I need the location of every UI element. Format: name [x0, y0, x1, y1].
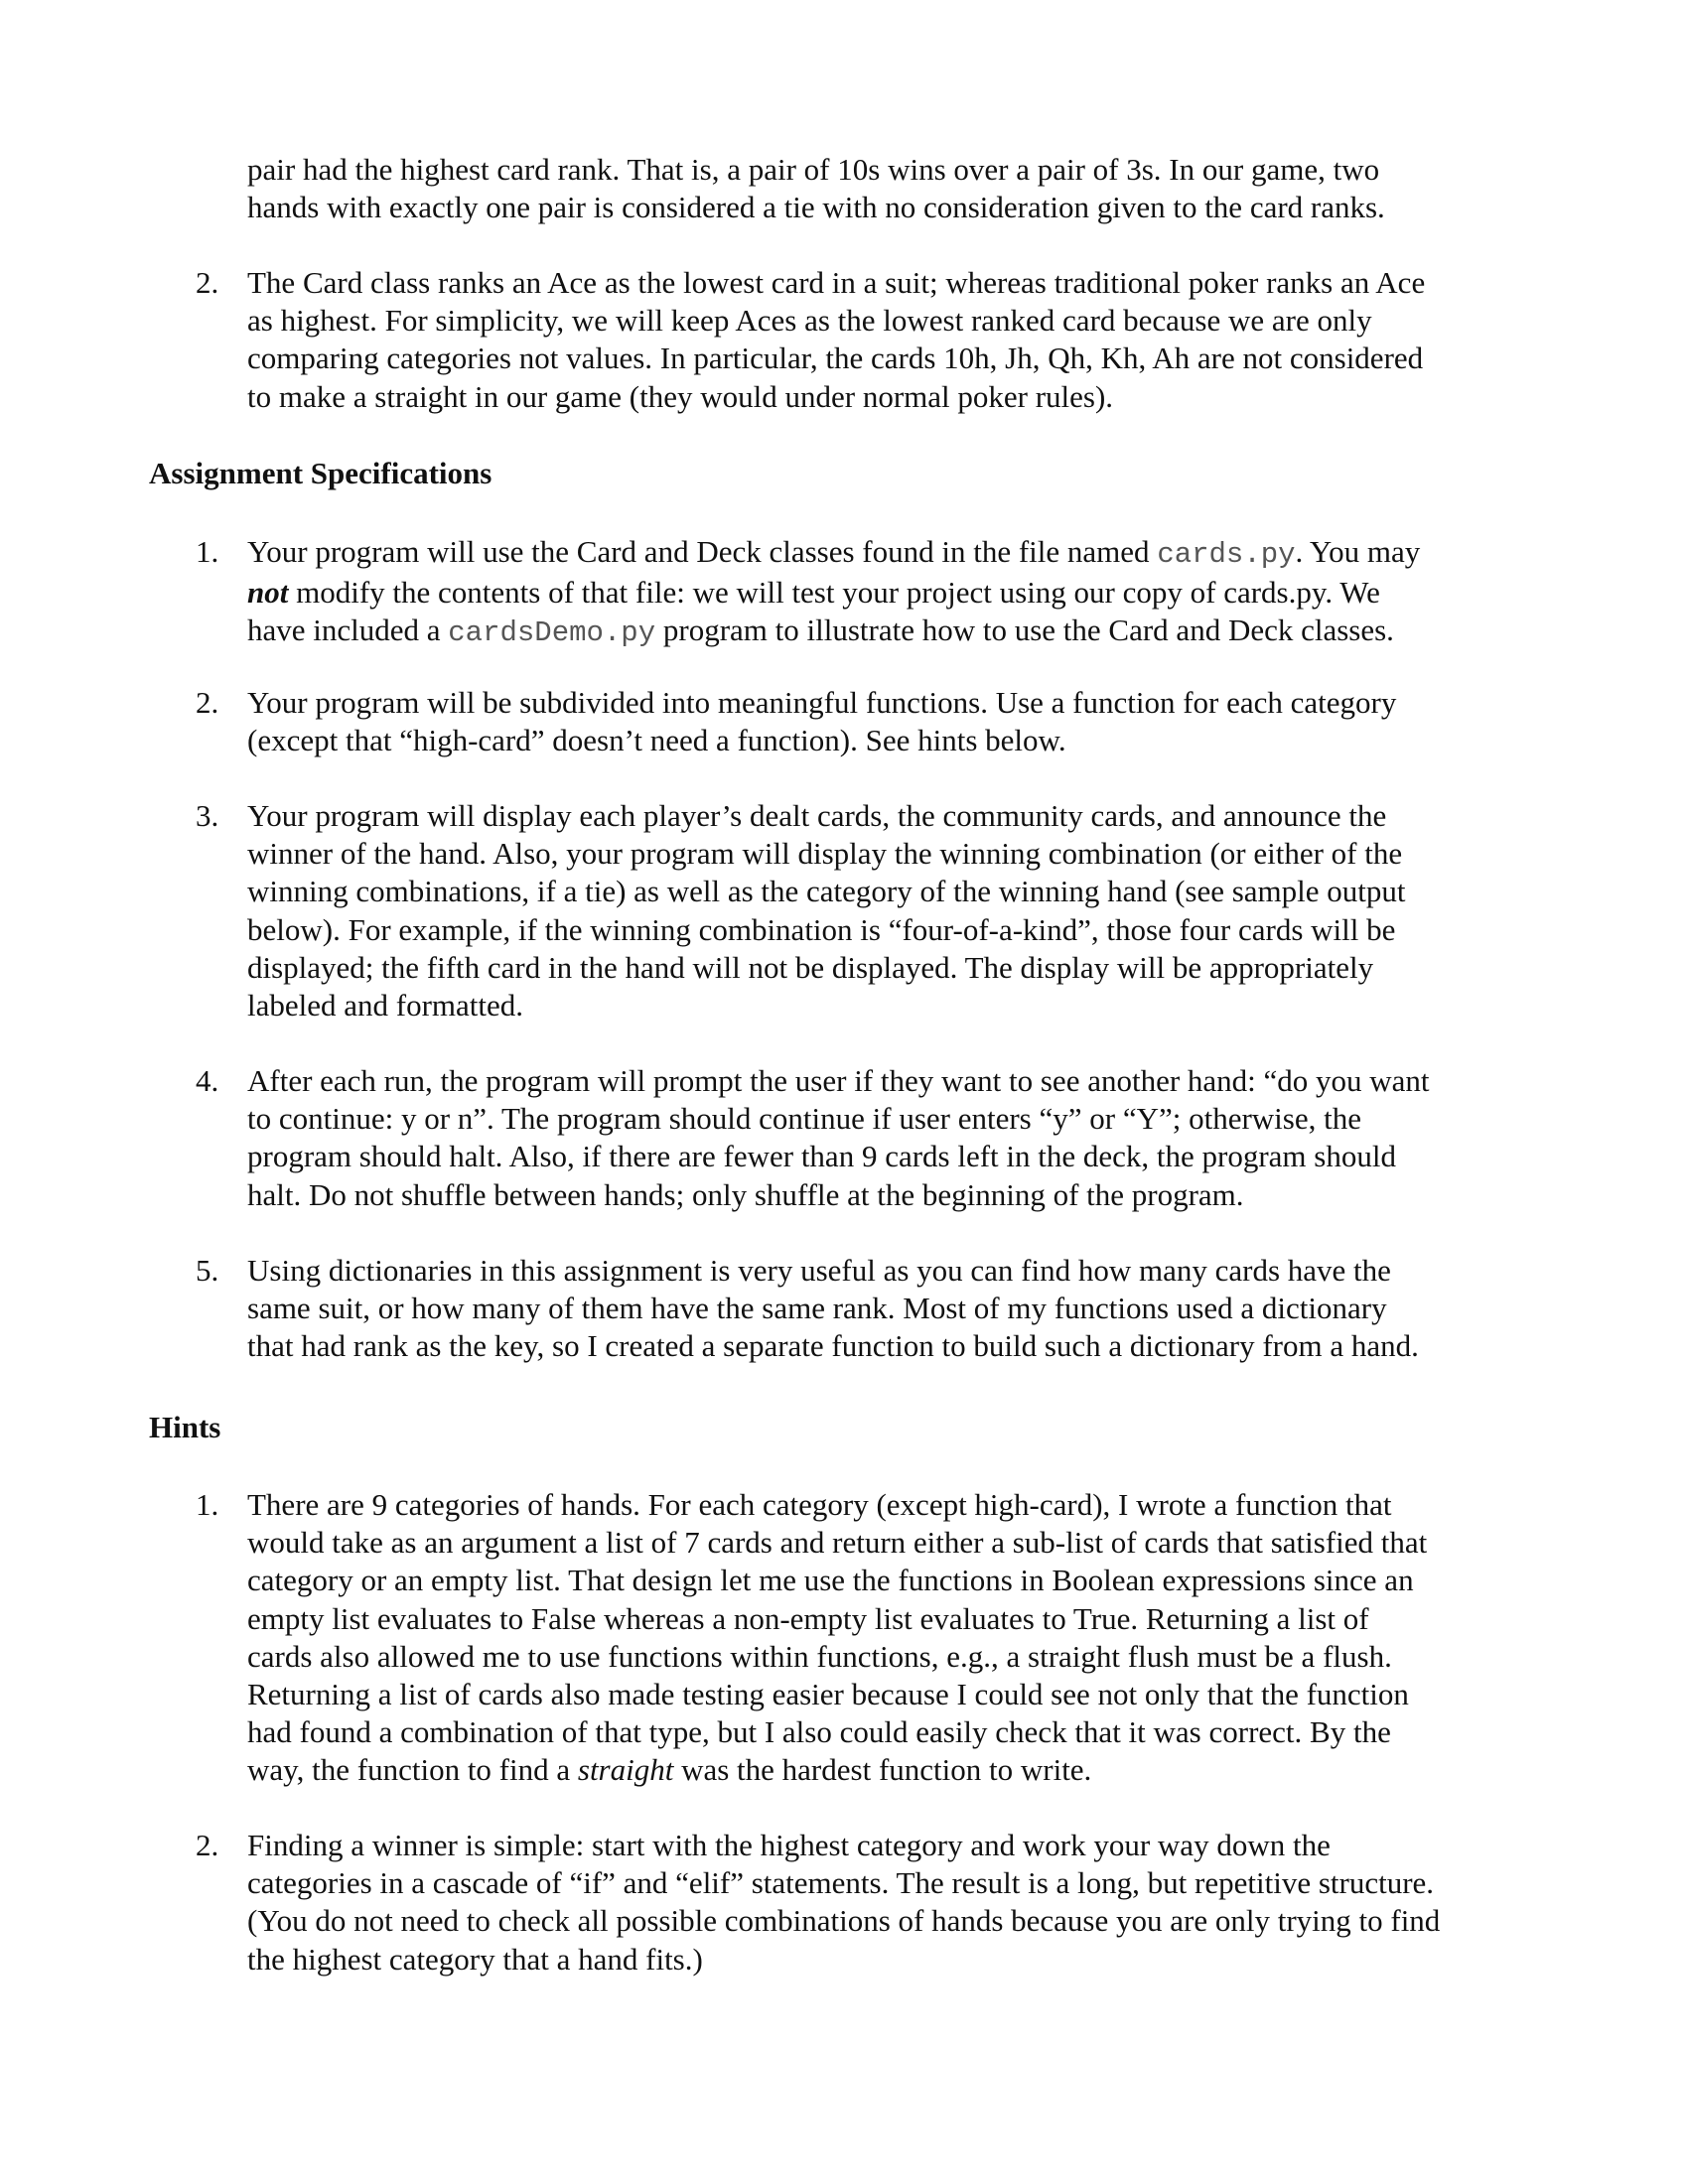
- hint-line: Returning a list of cards also made testing easier because I could see not only that the function: [247, 1677, 1409, 1712]
- intro-line: hands with exactly one pair is considered a tie with no consideration given to the card ranks.: [247, 190, 1385, 225]
- spec-line: After each run, the program will prompt the user if they want to see another hand: “do you want: [247, 1063, 1430, 1098]
- spec-line: below). For example, if the winning combination is “four-of-a-kind”, those four cards will be: [247, 911, 1396, 947]
- note-line: The Card class ranks an Ace as the lowest card in a suit; whereas traditional poker ranks an Ace: [247, 265, 1426, 300]
- spec-item-number: 1.: [196, 534, 219, 569]
- hint-line: empty list evaluates to False whereas a non-empty list evaluates to True. Returning a list of: [247, 1600, 1369, 1636]
- hint-line: the highest category that a hand fits.): [247, 1941, 703, 1977]
- section-heading-specifications: Assignment Specifications: [149, 456, 492, 490]
- spec-line: winning combinations, if a tie) as well as the category of the winning hand (see sample output: [247, 874, 1406, 909]
- spec-line: [247, 533, 1548, 574]
- hint-item-1: [247, 1486, 1548, 1790]
- hint-line: (You do not need to check all possible combinations of hands because you are only trying to find: [247, 1903, 1441, 1939]
- spec-text: . You may: [1295, 534, 1421, 569]
- spec-item-5: [247, 1252, 1548, 1366]
- note-line: comparing categories not values. In particular, the cards 10h, Jh, Qh, Kh, Ah are not considered: [247, 341, 1424, 376]
- spec-line: labeled and formatted.: [247, 988, 524, 1024]
- hint-line: category or an empty list. That design let me use the functions in Boolean expressions since an: [247, 1563, 1414, 1598]
- spec-item-number: 2.: [196, 685, 219, 720]
- emphasis-text: straight: [577, 1752, 674, 1788]
- spec-text: modify the contents of that file: we will test your project using our copy of cards.py. We: [288, 575, 1380, 611]
- spec-item-3: [247, 797, 1548, 1024]
- spec-line: to continue: y or n”. The program should continue if user enters “y” or “Y”; otherwise, the: [247, 1101, 1361, 1137]
- note-line: to make a straight in our game (they would under normal poker rules).: [247, 378, 1114, 414]
- spec-item-number: 5.: [196, 1253, 219, 1288]
- hint-text: was the hardest function to write.: [673, 1752, 1092, 1788]
- spec-item-1: [247, 533, 1548, 653]
- spec-line: halt. Do not shuffle between hands; only shuffle at the beginning of the program.: [247, 1176, 1244, 1212]
- spec-line: winner of the hand. Also, your program will display the winning combination (or either of the: [247, 836, 1403, 872]
- note-line: as highest. For simplicity, we will keep Aces as the lowest ranked card because we are only: [247, 303, 1372, 339]
- spec-line: [247, 574, 1548, 612]
- section-heading-hints: Hints: [149, 1410, 221, 1444]
- hint-item-number: 1.: [196, 1487, 219, 1522]
- spec-item-2: [247, 684, 1548, 759]
- spec-line: that had rank as the key, so I created a separate function to build such a dictionary from a hand.: [247, 1328, 1419, 1364]
- spec-line: [247, 612, 1548, 652]
- hint-line: cards also allowed me to use functions within functions, e.g., a straight flush must be a flush.: [247, 1638, 1392, 1674]
- spec-line: (except that “high-card” doesn’t need a function). See hints below.: [247, 723, 1066, 758]
- hint-text: way, the function to find a: [247, 1752, 578, 1788]
- note-item-2: [247, 264, 1548, 416]
- spec-line: displayed; the fifth card in the hand will not be displayed. The display will be appropriately: [247, 949, 1374, 985]
- spec-line: program should halt. Also, if there are fewer than 9 cards left in the deck, the program should: [247, 1139, 1396, 1174]
- spec-line: Your program will be subdivided into meaningful functions. Use a function for each category: [247, 685, 1397, 720]
- hint-line: Finding a winner is simple: start with the highest category and work your way down the: [247, 1828, 1331, 1862]
- spec-text: program to illustrate how to use the Card and Deck classes.: [655, 613, 1394, 648]
- hint-line: had found a combination of that type, but I also could easily check that it was correct. By the: [247, 1714, 1391, 1750]
- spec-text: Your program will use the Card and Deck classes found in the file named: [247, 534, 1158, 569]
- spec-line: Using dictionaries in this assignment is very useful as you can find how many cards have the: [247, 1253, 1391, 1288]
- spec-item-4: [247, 1062, 1548, 1214]
- hint-item-2: [247, 1827, 1548, 1979]
- hint-line: [247, 1751, 1548, 1789]
- spec-line: same suit, or how many of them have the same rank. Most of my functions used a dictionary: [247, 1291, 1387, 1326]
- hint-line: would take as an argument a list of 7 cards and return either a sub-list of cards that satisfied that: [247, 1525, 1428, 1561]
- note-item-number: 2.: [196, 265, 219, 300]
- intro-line: pair had the highest card rank. That is, a pair of 10s wins over a pair of 3s. In our game, two: [247, 152, 1380, 187]
- code-filename: cards.py: [1157, 538, 1296, 571]
- code-filename: cardsDemo.py: [448, 616, 656, 650]
- intro-paragraph: [247, 151, 1548, 226]
- hint-line: There are 9 categories of hands. For each category (except high-card), I wrote a function that: [247, 1487, 1392, 1522]
- spec-item-number: 3.: [196, 798, 219, 833]
- spec-line: Your program will display each player’s dealt cards, the community cards, and announce the: [247, 798, 1387, 833]
- emphasis-text: not: [247, 575, 289, 611]
- spec-item-number: 4.: [196, 1063, 219, 1098]
- hint-line: categories in a cascade of “if” and “elif” statements. The result is a long, but repetitive structure.: [247, 1865, 1435, 1901]
- spec-text: have included a: [247, 613, 449, 648]
- hint-item-number: 2.: [196, 1828, 219, 1862]
